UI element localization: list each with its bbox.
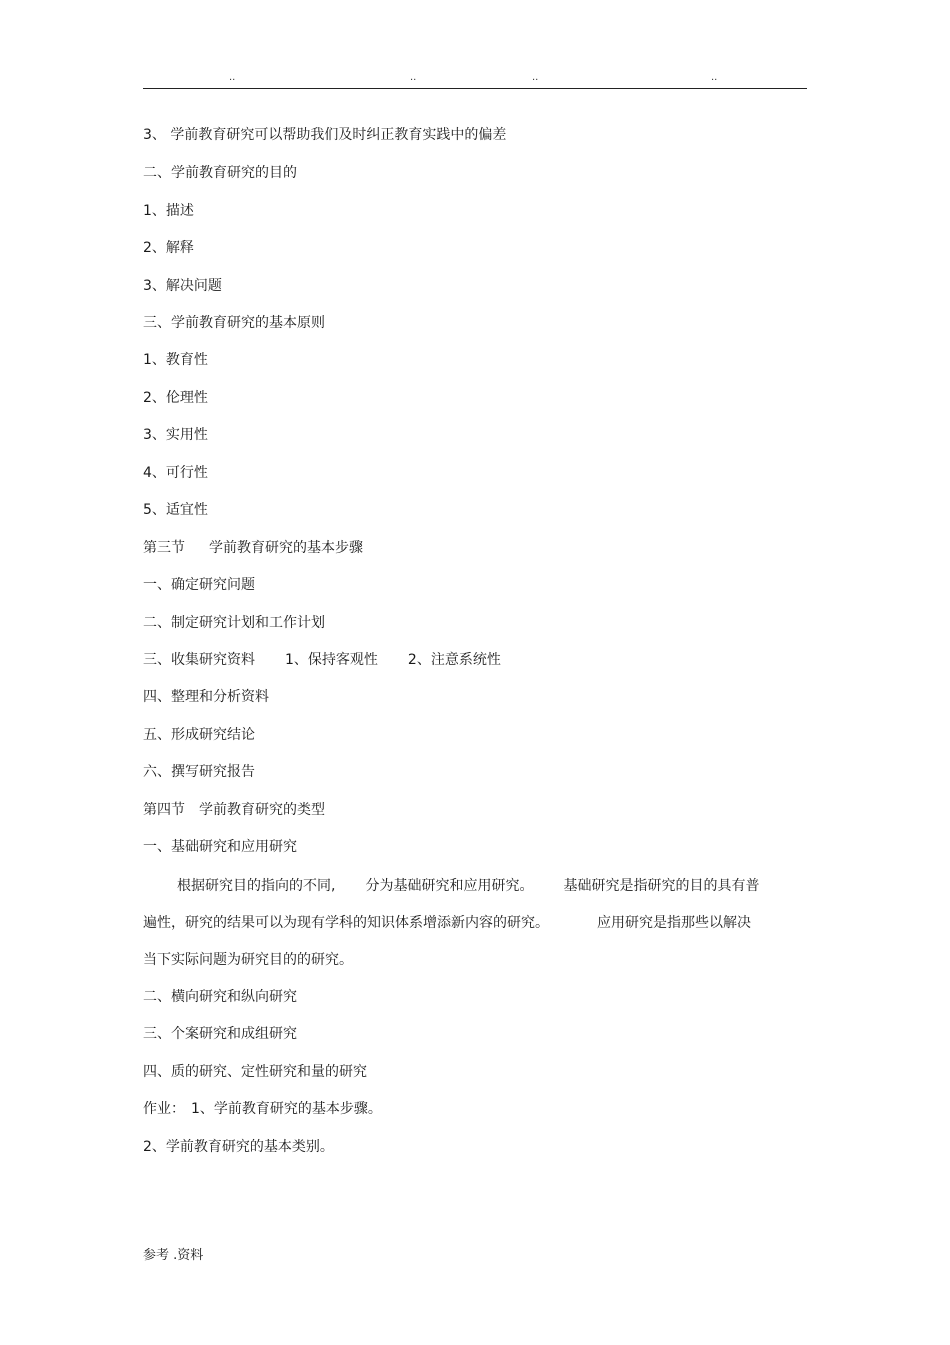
chapter-section-title (143, 539, 363, 557)
paragraph-line: 当下实际问题为研究目的的研究。 (143, 952, 353, 968)
list-item: 2、解释 (143, 240, 194, 256)
sub-item: 2、注意系统性 (407, 652, 501, 668)
section-heading: 二、制定研究计划和工作计划 (143, 615, 325, 631)
paragraph-line (143, 914, 751, 932)
section-heading (143, 651, 501, 669)
section-number: 第四节 (143, 802, 185, 818)
heading-text: 三、收集研究资料 (143, 652, 255, 668)
section-heading: 六、撰写研究报告 (143, 764, 255, 780)
list-item: 3、解决问题 (143, 278, 222, 294)
section-heading: 二、学前教育研究的目的 (143, 165, 297, 181)
list-item: 2、伦理性 (143, 390, 208, 406)
homework-item: 1、学前教育研究的基本步骤。 (191, 1101, 382, 1117)
page-footer: 参考 .资料 (143, 1248, 204, 1263)
section-heading: 三、个案研究和成组研究 (143, 1026, 297, 1042)
header-dots-4: .. (711, 72, 718, 83)
section-heading: 三、学前教育研究的基本原则 (143, 315, 325, 331)
section-heading: 四、质的研究、定性研究和量的研究 (143, 1064, 367, 1080)
section-title: 学前教育研究的基本步骤 (209, 540, 363, 556)
section-title: 学前教育研究的类型 (199, 802, 325, 818)
section-heading: 一、确定研究问题 (143, 577, 255, 593)
header-dots-1: .. (229, 72, 236, 83)
list-item: 3、实用性 (143, 427, 208, 443)
header-dots-2: .. (410, 72, 417, 83)
homework-label: 作业： (143, 1101, 185, 1117)
list-item: 4、可行性 (143, 465, 208, 481)
homework-line (143, 1100, 382, 1118)
section-heading: 二、横向研究和纵向研究 (143, 989, 297, 1005)
list-item: 1、教育性 (143, 352, 208, 368)
list-item: 5、适宜性 (143, 502, 208, 518)
paragraph-text: 根据研究目的指向的不同, (177, 878, 336, 894)
paragraph-text: 应用研究是指那些以解决 (597, 915, 751, 931)
paragraph-text: 遍性，研究的结果可以为现有学科的知识体系增添新内容的研究。 (143, 915, 549, 931)
header-divider (143, 88, 807, 89)
chapter-section-title (143, 801, 325, 819)
sub-item: 1、保持客观性 (285, 652, 378, 668)
section-number: 第三节 (143, 540, 185, 556)
homework-item: 2、学前教育研究的基本类别。 (143, 1139, 334, 1155)
paragraph-text: 基础研究是指研究的目的具有普 (563, 878, 760, 894)
paragraph-text: 分为基础研究和应用研究。 (365, 878, 534, 894)
section-heading: 一、基础研究和应用研究 (143, 839, 297, 855)
header-dots-3: .. (532, 72, 539, 83)
section-heading: 五、形成研究结论 (143, 727, 255, 743)
list-item: 1、描述 (143, 203, 194, 219)
paragraph-line (177, 877, 759, 895)
section-heading: 四、整理和分析资料 (143, 689, 269, 705)
text-line: 3、 学前教育研究可以帮助我们及时纠正教育实践中的偏差 (143, 127, 507, 143)
